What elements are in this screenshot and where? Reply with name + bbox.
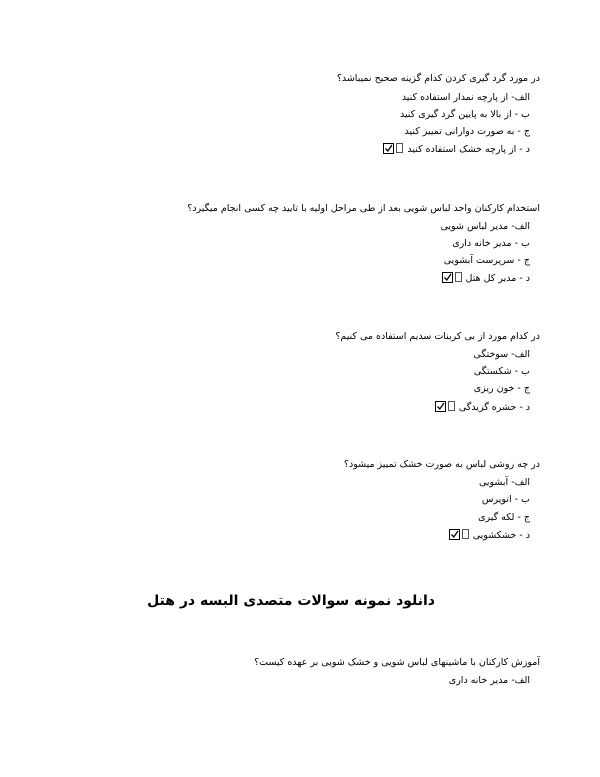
question-4-text: در چه روشی لباس به صورت خشک تمییز میشود؟ [343, 459, 540, 470]
question-3-option-d: د - حشره گزیدگی [458, 402, 530, 413]
question-2-text: استخدام کارکنان واحد لباس شویی بعد از طی مراحل اولیه با تایید چه کسی انجام میگیرد؟ [187, 203, 540, 214]
question-5-text: آموزش کارکنان با ماشینهای لباس شویی و خشک شویی بر عهده کیست؟ [254, 657, 540, 668]
question-1-option-b: ب - از بالا به پایین گرد گیری کنید [399, 109, 530, 120]
question-3-option-b: ب - شکستگی [473, 366, 530, 377]
question-3-text: در کدام مورد از بی کربنات سدیم استفاده می کنیم؟ [335, 331, 540, 342]
question-1-option-c: ج - به صورت دوارانی تمییز کنید [404, 126, 530, 137]
question-4-option-d-row [449, 529, 530, 543]
question-4-option-d: د - خشکشویی [472, 530, 530, 541]
question-2-option-d: د - مدیر کل هتل [465, 273, 530, 284]
empty-box-icon [455, 272, 462, 282]
question-4-option-c: ج - لکه گیری [478, 512, 530, 523]
question-2-option-a: الف- مدیر لباس شویی [440, 221, 530, 232]
question-3-option-c: ج - خون ریزی [473, 383, 530, 394]
question-1-option-d-row [383, 143, 530, 157]
checked-box-icon [442, 272, 453, 283]
checked-box-icon [383, 143, 394, 154]
question-4-option-b: ب - اتوپرس [481, 494, 530, 505]
question-2-option-c: ج - سرپرست آبشویی [443, 255, 530, 266]
empty-box-icon [396, 143, 403, 153]
question-2-option-b: ب - مدیر خانه داری [452, 238, 530, 249]
question-4-option-a: الف- آبشویی [478, 477, 530, 488]
question-3-option-d-row [435, 401, 530, 415]
checked-box-icon [449, 529, 460, 540]
empty-box-icon [462, 529, 469, 539]
question-5-option-a: الف- مدیر خانه داری [448, 675, 530, 686]
page-heading: دانلود نمونه سوالات متصدی البسه در هتل [147, 593, 435, 609]
question-1-option-a: الف- از پارچه نمدار استفاده کنید [401, 92, 530, 103]
checked-box-icon [435, 401, 446, 412]
question-2-option-d-row [442, 272, 531, 286]
empty-box-icon [448, 401, 455, 411]
question-3-option-a: الف- سوختگی [473, 349, 530, 360]
question-1-option-d: د - از پارچه خشک استفاده کنید [407, 144, 530, 155]
question-1-text: در مورد گرد گیری کردن کدام گزینه صحیح نمیباشد؟ [336, 73, 540, 84]
